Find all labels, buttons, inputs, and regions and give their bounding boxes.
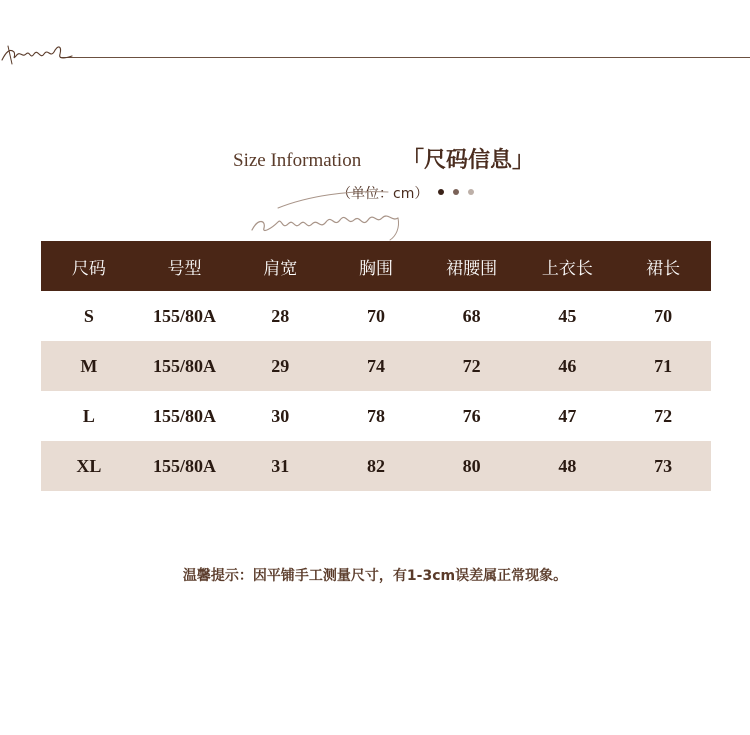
header-bust: 胸围 xyxy=(328,241,424,291)
cell-model: 155/80A xyxy=(137,441,233,491)
decorative-dots xyxy=(438,189,474,195)
header-skirt-length: 裙长 xyxy=(615,241,711,291)
cell-bust: 82 xyxy=(328,441,424,491)
cell-size: L xyxy=(82,405,95,426)
table-row xyxy=(41,341,711,391)
cell-top-length: 45 xyxy=(558,305,577,326)
cell-skirt-waist: 72 xyxy=(424,341,520,391)
table-row xyxy=(41,291,711,341)
dot-1 xyxy=(438,189,444,195)
cell-model: 155/80A xyxy=(137,341,233,391)
cell-shoulder: 28 xyxy=(271,305,290,326)
header-model: 号型 xyxy=(137,241,233,291)
table-row xyxy=(41,391,711,441)
size-table xyxy=(41,241,711,491)
cell-skirt-waist: 68 xyxy=(462,305,481,326)
header-size: 尺码 xyxy=(41,241,137,291)
cell-bust: 74 xyxy=(328,341,424,391)
cell-model: 155/80A xyxy=(153,405,217,426)
signature-decoration xyxy=(0,38,80,68)
title-chinese: 「尺码信息」 xyxy=(402,148,535,173)
table-row xyxy=(41,441,711,491)
cell-skirt-length: 70 xyxy=(654,305,673,326)
cell-bust: 70 xyxy=(366,305,385,326)
cell-skirt-length: 71 xyxy=(615,341,711,391)
table-header-row xyxy=(41,241,711,291)
cell-top-length: 48 xyxy=(520,441,616,491)
cell-size: S xyxy=(83,305,94,326)
unit-label: （单位：cm） xyxy=(337,186,429,202)
title-english: Size Information xyxy=(233,150,362,171)
cell-top-length: 47 xyxy=(558,405,577,426)
cell-skirt-waist: 76 xyxy=(462,405,481,426)
cell-top-length: 46 xyxy=(520,341,616,391)
cell-shoulder: 30 xyxy=(271,405,290,426)
dot-3 xyxy=(468,189,474,195)
top-divider-line xyxy=(60,57,750,58)
cell-size: XL xyxy=(41,441,137,491)
cell-shoulder: 29 xyxy=(232,341,328,391)
cell-size: M xyxy=(41,341,137,391)
cell-skirt-length: 73 xyxy=(615,441,711,491)
cell-bust: 78 xyxy=(366,405,385,426)
cell-skirt-waist: 80 xyxy=(424,441,520,491)
cell-shoulder: 31 xyxy=(232,441,328,491)
cell-model: 155/80A xyxy=(153,305,217,326)
cell-skirt-length: 72 xyxy=(654,405,673,426)
dot-2 xyxy=(453,189,459,195)
measurement-note: 温馨提示：因平铺手工测量尺寸，有1-3cm误差属正常现象。 xyxy=(182,568,568,584)
header-shoulder: 肩宽 xyxy=(232,241,328,291)
header-skirt-waist: 裙腰围 xyxy=(424,241,520,291)
script-signature-decoration xyxy=(248,178,418,243)
header-top-length: 上衣长 xyxy=(520,241,616,291)
